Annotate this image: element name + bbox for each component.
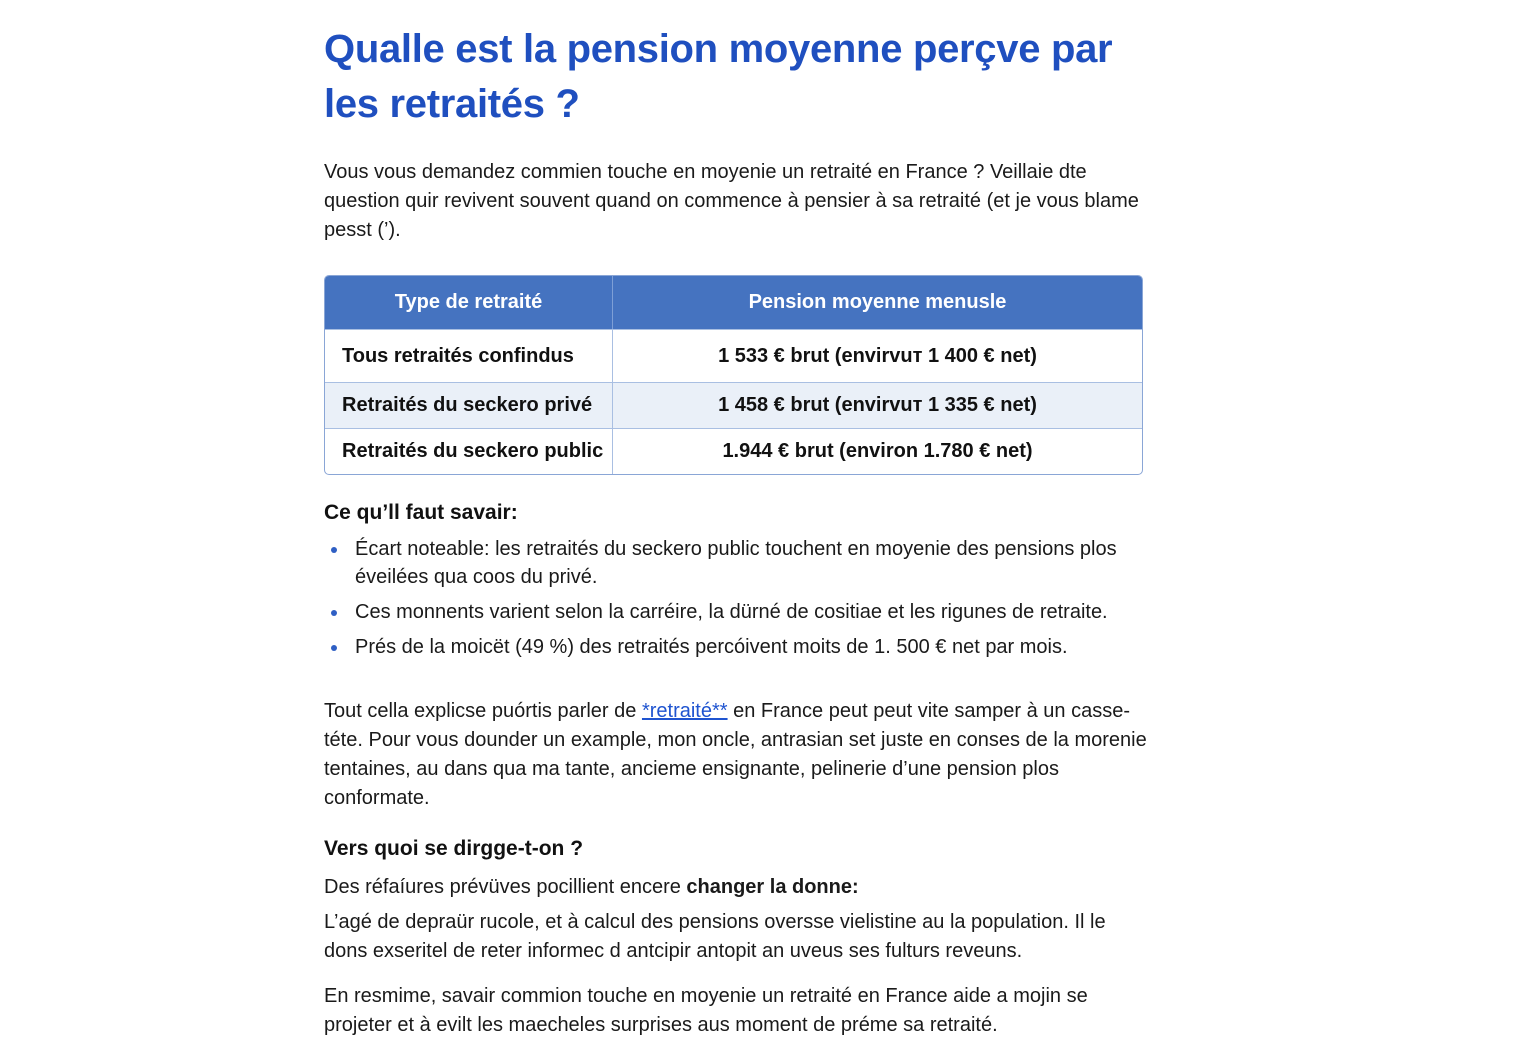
retraite-link[interactable]: *retraité** [641, 700, 728, 722]
list-item-text: Prés de la moicët (49 %) des retraités percóivent moits de 1. 500 € net par mois. [355, 636, 1068, 658]
reforms-bold-text: changer la donne: [686, 876, 859, 898]
age-paragraph: L’agé de depraür rucole, et à calcul des pensions oversse vielistine au la population. Il le dons exseritel de reter informec d antcipir antopit an uveus ses fulturs reveuns. [324, 911, 1106, 962]
table-header-row [325, 276, 1142, 329]
section-heading-where: Vers quoi se dirgge-t-on ? [324, 837, 584, 860]
table-row [325, 428, 1142, 474]
list-item [324, 633, 1154, 661]
list-item [324, 535, 1154, 591]
section-heading-know: Ce qu’ll faut savair: [324, 501, 518, 524]
key-facts-list [324, 535, 1154, 661]
list-item [324, 598, 1154, 626]
story-text-after: en France peut peut vite samper à un casse-téte. Pour vous dounder un example, mon oncle, antrasian set juste en conses de la morenie tentaines, au dans qua ma tante, ancieme ensignante, pelinerie d’une pension plos conformate. [324, 700, 1147, 809]
list-item-text: Ces monnents varient selon la carréire, la dürné de cositiae et les rigunes de retraite. [355, 601, 1108, 623]
bullet-dot-icon [331, 610, 337, 616]
intro-paragraph: Vous vous demandez commien touche en moyenie un retraité en France ? Veillaie dte question quir revivent souvent quand on commence à pensier à sa retraité (et je vous blame pesst (’). [324, 161, 1139, 241]
bullet-dot-icon [331, 645, 337, 651]
table-row [325, 382, 1142, 428]
pension-value-cell: 1.944 € brut (environ 1.780 € net) [613, 428, 1142, 474]
article [324, 0, 1154, 1040]
page-title: Qualle est la pension moyenne perçve par les retraités ? [324, 27, 1113, 126]
pension-table [324, 275, 1143, 475]
reforms-paragraph [324, 873, 1154, 902]
bullet-dot-icon [331, 547, 337, 553]
list-item-text: Écart noteable: les retraités du seckero public touchent en moyenie des pensions plos éveilées qua coos du privé. [355, 538, 1117, 588]
story-text-before: Tout cella explicse puórtis parler de [324, 700, 642, 722]
retiree-type-cell: Tous retraités confindus [325, 329, 613, 382]
column-header-type: Type de retraité [325, 276, 613, 329]
reforms-text: Des réfaíures prévüves pocillient encere [324, 876, 687, 898]
summary-paragraph: En resmime, savair commion touche en moyenie un retraité en France aide a mojin se projeter et à evilt les maecheles surprises aus moment de préme sa retraité. [324, 985, 1088, 1036]
table-row [325, 329, 1142, 382]
pension-value-cell: 1 458 € brut (envirvuт 1 335 € net) [613, 382, 1142, 428]
pension-value-cell: 1 533 € brut (envirvuт 1 400 € net) [613, 329, 1142, 382]
column-header-pension: Pension moyenne menusle [613, 276, 1142, 329]
retiree-type-cell: Retraités du seckero privé [325, 382, 613, 428]
story-paragraph [324, 697, 1154, 813]
retiree-type-cell: Retraités du seckero public [325, 428, 613, 474]
